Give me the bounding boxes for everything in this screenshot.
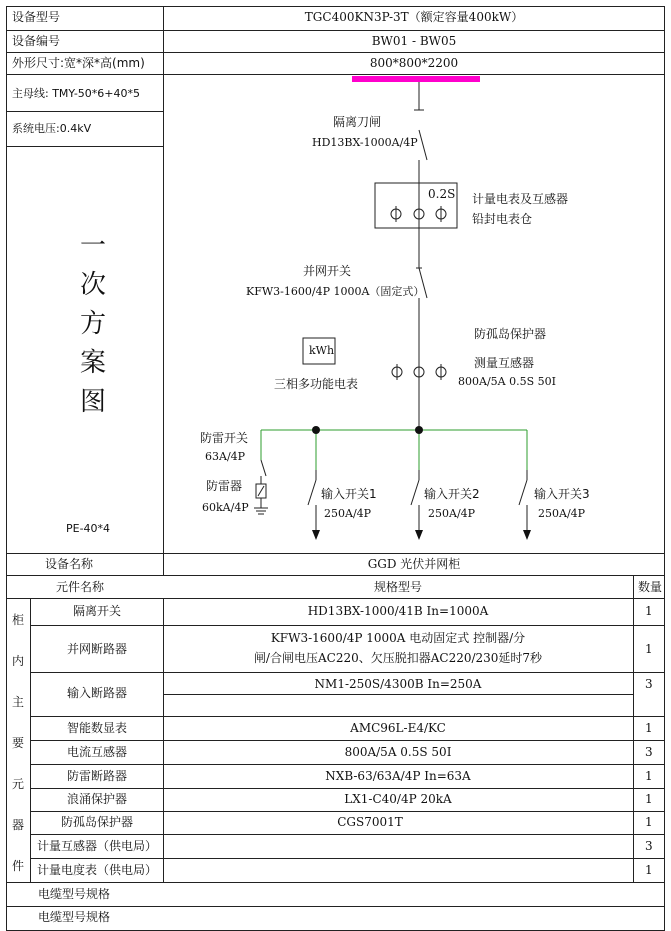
row-7-name: 浪涌保护器	[66, 792, 128, 806]
device-name-label: 设备名称	[45, 557, 94, 571]
row-5-qty: 3	[645, 745, 653, 759]
side-char-2: 内	[12, 654, 25, 668]
busbar-spec: 主母线: TMY-50*6+40*5	[12, 87, 141, 100]
row-1-name: 隔离开关	[72, 604, 122, 618]
row-5-name: 电流互感器	[66, 745, 128, 759]
side-char-3: 主	[12, 695, 25, 709]
number-label: 设备编号	[12, 34, 61, 48]
row-8-name: 防孤岛保护器	[60, 815, 134, 829]
row-7-qty: 1	[645, 792, 653, 806]
row-4-qty: 1	[645, 721, 653, 735]
input-switch-3-name: 输入开关3	[534, 487, 590, 501]
ct-label: 测量互感器	[474, 356, 535, 370]
isolator-label: 隔离刀闸	[333, 115, 382, 129]
kwh-meter-label: 三相多功能电表	[274, 377, 359, 391]
model-label: 设备型号	[12, 10, 61, 24]
lightning-switch-label: 防雷开关	[200, 431, 249, 445]
size-value: 800*800*2200	[369, 56, 459, 70]
title-char-2: 次	[80, 270, 107, 300]
grid-switch-label: 并网开关	[303, 264, 352, 278]
meter-box-label-1: 计量电表及互感器	[472, 192, 569, 206]
number-value: BW01 - BW05	[371, 34, 457, 48]
row-5-spec: 800A/5A 0.5S 50I	[344, 745, 452, 759]
arrester-spec: 60kA/4P	[202, 501, 249, 514]
input-switch-1-name: 输入开关1	[321, 487, 377, 501]
title-char-1: 一	[80, 231, 107, 261]
row-3-qty: 3	[645, 677, 653, 691]
cable-spec-1: 电缆型号规格	[38, 887, 111, 901]
title-char-3: 方	[80, 309, 107, 339]
row-8-spec: CGS7001T	[337, 815, 403, 829]
isolator-model: HD13BX-1000A/4P	[312, 136, 418, 149]
cable-spec-2: 电缆型号规格	[38, 910, 111, 924]
kwh-meter-text: kWh	[309, 344, 335, 357]
side-char-4: 要	[12, 736, 25, 750]
side-char-1: 柜	[12, 613, 25, 627]
lightning-switch-spec: 63A/4P	[205, 450, 246, 463]
col-qty-header: 数量	[638, 580, 663, 594]
row-3-spec: NM1-250S/4300B In=250A	[314, 677, 482, 691]
pe-spec: PE-40*4	[66, 522, 111, 535]
row-4-spec: AMC96L-E4/KC	[350, 721, 446, 735]
row-2-spec: KFW3-1600/4P 1000A 电动固定式 控制器/分	[270, 631, 526, 645]
device-name-value: GGD 光伏并网柜	[367, 557, 461, 571]
row-2-qty: 1	[645, 642, 653, 656]
col-spec-header: 规格型号	[373, 580, 423, 594]
branch-bus	[261, 430, 527, 470]
side-char-5: 元	[12, 777, 25, 791]
row-6-name: 防雷断路器	[66, 769, 128, 783]
input-switch-2-name: 输入开关2	[424, 487, 480, 501]
size-label: 外形尺寸:宽*深*高(mm)	[12, 56, 145, 70]
row-8-qty: 1	[645, 815, 653, 829]
side-char-7: 件	[12, 859, 25, 873]
anti-island-label: 防孤岛保护器	[474, 327, 547, 341]
meter-box-label-2: 铅封电表仓	[472, 212, 533, 226]
input-switch-1-spec: 250A/4P	[324, 507, 372, 520]
row-3-name: 输入断路器	[66, 686, 128, 700]
main-busbar	[352, 76, 480, 82]
title-char-5: 图	[80, 387, 107, 417]
model-value: TGC400KN3P-3T（额定容量400kW）	[304, 10, 524, 24]
row-2-spec-cont: 闸/合闸电压AC220、欠压脱扣器AC220/230延时7秒	[253, 651, 543, 665]
side-char-6: 器	[12, 818, 25, 832]
row-10-qty: 1	[645, 863, 653, 877]
row-1-spec: HD13BX-1000/41B In=1000A	[307, 604, 489, 618]
row-7-spec: LX1-C40/4P 20kA	[344, 792, 452, 806]
input-switch-3-spec: 250A/4P	[538, 507, 586, 520]
ct-spec: 800A/5A 0.5S 50I	[458, 375, 556, 388]
grid-switch-model: KFW3-1600/4P 1000A（固定式）	[246, 285, 425, 298]
row-4-name: 智能数显表	[66, 721, 128, 735]
row-9-name: 计量互感器（供电局）	[36, 839, 158, 853]
arrester-label: 防雷器	[206, 479, 243, 493]
row-6-qty: 1	[645, 769, 653, 783]
row-2-name: 并网断路器	[66, 642, 128, 656]
row-1-qty: 1	[645, 604, 653, 618]
row-10-name: 计量电度表（供电局）	[36, 863, 158, 877]
row-9-qty: 3	[645, 839, 653, 853]
row-6-spec: NXB-63/63A/4P In=63A	[325, 769, 471, 783]
input-switch-2-spec: 250A/4P	[428, 507, 476, 520]
title-char-4: 案	[80, 348, 107, 378]
col-name-header: 元件名称	[56, 580, 105, 594]
meter-box-class: 0.2S	[428, 187, 456, 201]
system-voltage: 系统电压:0.4kV	[12, 122, 92, 135]
